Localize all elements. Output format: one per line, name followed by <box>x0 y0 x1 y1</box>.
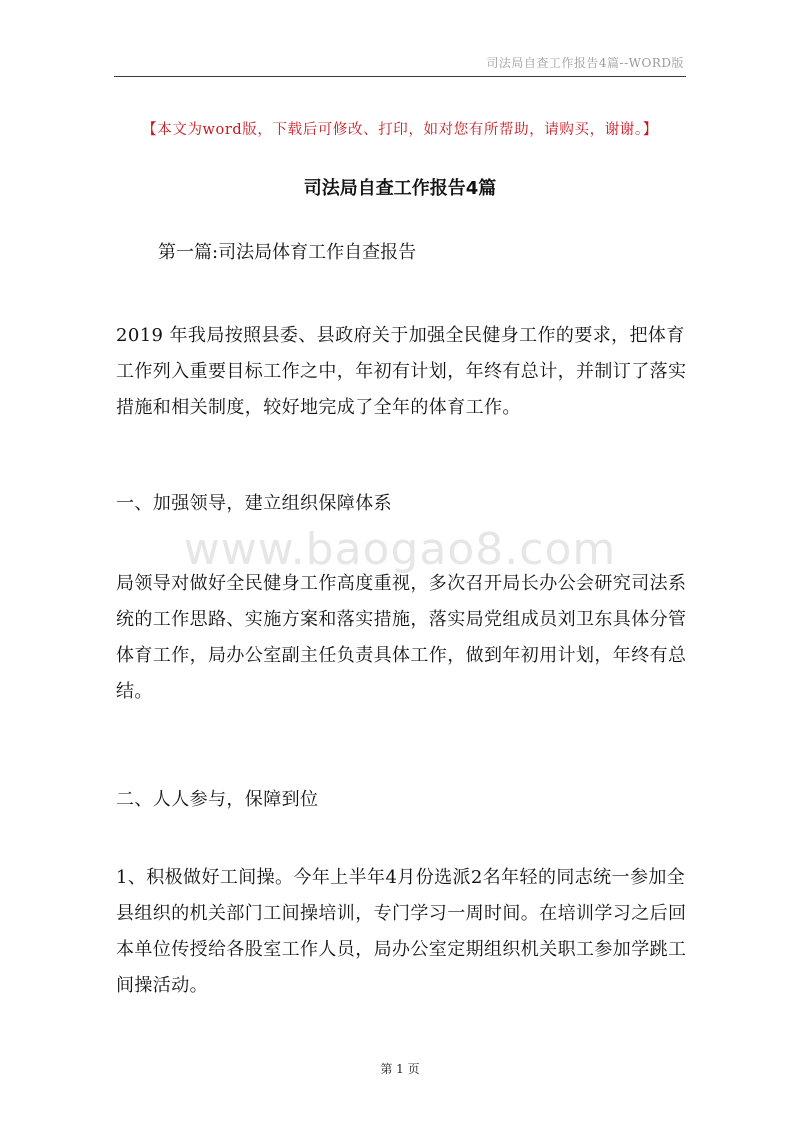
section-heading-1: 一、加强领导，建立组织保障体系 <box>116 493 392 514</box>
document-title: 司法局自查工作报告4篇 <box>303 178 497 199</box>
paragraph-leadership: 局领导对做好全民健身工作高度重视，多次召开局长办公会研究司法系统的工作思路、实施方案和落实措施，落实局党组成员刘卫东具体分管体育工作，局办公室副主任负责具体工作，做到年初用计划，年终有总结。 <box>116 573 687 702</box>
paragraph-exercise: 1、积极做好工间操。今年上半年4月份选派2名年轻的同志统一参加全县组织的机关部门工间操培训，专门学习一周时间。在培训学习之后回本单位传授给各股室工作人员，局办公室定期组织机关职工参加学跳工间操活动。 <box>116 867 687 996</box>
section-heading-2: 二、人人参与，保障到位 <box>116 789 319 810</box>
page-number: 第 1 页 <box>380 1062 420 1076</box>
paragraph-intro: 2019 年我局按照县委、县政府关于加强全民健身工作的要求，把体育工作列入重要目标工作之中，年初有计划，年终有总计，并制订了落实措施和相关制度，较好地完成了全年的体育工作。 <box>116 325 687 418</box>
purchase-notice: 【本文为word版，下载后可修改、打印，如对您有所帮助，请购买，谢谢。】 <box>142 122 658 138</box>
watermark: www.baogao8.com <box>183 524 617 575</box>
running-header: 司法局自查工作报告4篇--WORD版 <box>486 56 684 70</box>
header-divider <box>114 76 686 77</box>
section-subtitle: 第一篇:司法局体育工作自查报告 <box>158 242 417 263</box>
